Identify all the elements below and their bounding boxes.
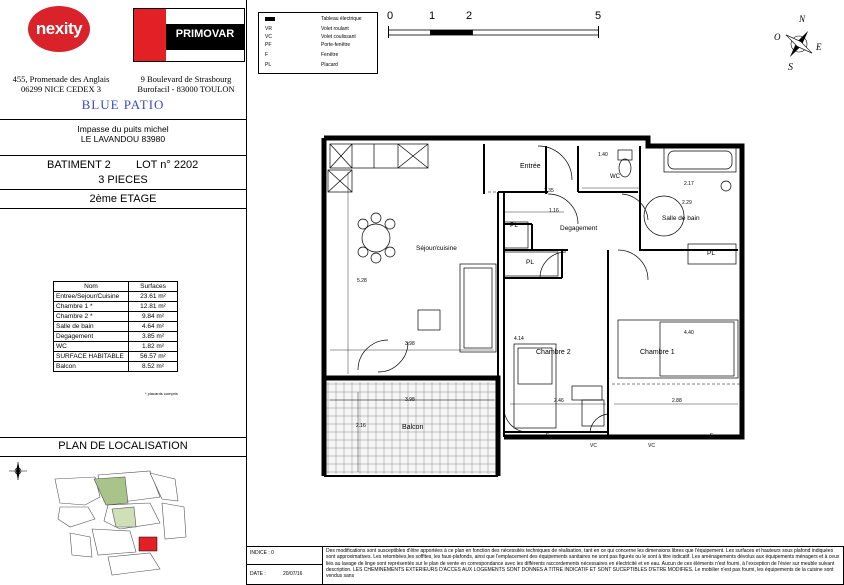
dim-1-16: 1.16 xyxy=(549,208,559,214)
mark-f-1: F xyxy=(546,433,550,439)
nexity-logo: nexity xyxy=(28,6,90,52)
compass-e: E xyxy=(816,42,822,52)
compass-n: N xyxy=(799,14,806,24)
legend: Tableau électrique VR Volet roulant VC Volet coulissant PF Porte-fenêtre F Fenêtre PL Placard xyxy=(258,12,378,74)
location-plan xyxy=(0,457,246,584)
placard-1: PL xyxy=(510,222,518,229)
mark-f-2: F xyxy=(710,433,714,439)
location-compass-icon xyxy=(9,462,27,480)
building: BATIMENT 2 xyxy=(47,159,111,171)
table-row: Salle de bain 4.64 m² xyxy=(54,322,178,332)
dim-5-28: 5.28 xyxy=(357,278,367,284)
room-degagement: Degagement xyxy=(560,225,598,232)
dim-2-17: 2.17 xyxy=(684,181,694,187)
disclaimer-notes: Des modifications sont susceptibles d'être apportées à ce plan en fonction des nécessités techniques de réalisation, tant en ce qui concerne les dimensions libres que l'équipement. Les surfaces et hauteurs sous plafond indiquées sont approximatives. Les retombées,les soffites, les faux-plafonds, ainsi que l'emplacement des équipements sanitaires ne sont pas figurés ou le sont à titre indicatif. Les aménagements dévolus aux équipements ménagers et à ceux liés au lavage de linge sont représentés sur le plan de vente en correspondance avec les différents raccordements nécessaires en électricité et en eau. Aucun de ces éléments n'est fourni, à l'exception de l'évier sur meuble suivant description. LES CHEMINEMENTS EXTERIEURS D'ACCES AUX LOGEMENTS SONT DONNES A TITRE INDICATIF ET SONT SUCEPTIBLES D'ETRE MODIFIES. Le mobilier n'est pas fourni, les équipements de la cuisine sont vendus sans xyxy=(326,548,840,580)
scale-0: 0 xyxy=(387,10,394,22)
dim-4-14: 4.14 xyxy=(514,336,524,342)
table-header-row xyxy=(54,282,178,292)
mark-pf: PF xyxy=(404,376,411,382)
table-row: SURFACE HABITABLE 56.57 m² xyxy=(54,352,178,362)
surface-table xyxy=(53,281,178,372)
mark-vc-2: VC xyxy=(648,443,655,449)
table-row: Entree/Sejour/Cuisine 23.61 m² xyxy=(54,292,178,302)
room-count: 3 PIECES xyxy=(98,174,148,186)
date-value: 20/07/16 xyxy=(283,571,303,577)
project-address: Impasse du puits michel LE LAVANDOU 83980 xyxy=(77,124,169,144)
room-chambre1: Chambre 1 xyxy=(640,349,675,356)
dim-2-16: 2.16 xyxy=(356,423,366,429)
dim-2-35: 2.35 xyxy=(544,188,554,194)
compass-s: S xyxy=(788,62,793,73)
room-entree: Entrée xyxy=(520,163,541,170)
room-sejour: Séjour/cuisine xyxy=(416,245,457,252)
electric-panel-icon xyxy=(265,17,275,21)
dim-2-29: 2.29 xyxy=(682,200,692,206)
nexity-address: 455, Promenade des Anglais 06299 NICE CEDEX 3 xyxy=(12,74,110,94)
date-label: DATE : xyxy=(250,571,266,577)
scale-2: 2 xyxy=(466,10,473,22)
room-chambre2: Chambre 2 xyxy=(536,349,571,356)
table-row: Balcon 8.52 m² xyxy=(54,362,178,372)
mark-vc-1: VC xyxy=(590,443,597,449)
location-title: PLAN DE LOCALISATION xyxy=(58,440,188,452)
col-name: Nom xyxy=(54,282,129,292)
index-label: INDICE : 0 xyxy=(250,550,274,556)
lot-number: LOT n° 2202 xyxy=(136,159,199,171)
floor: 2ème ETAGE xyxy=(89,193,157,205)
table-row: Chambre 2 * 9.84 m² xyxy=(54,312,178,322)
primovar-logo: PRIMOVAR xyxy=(133,8,245,62)
placard-2: PL xyxy=(526,259,534,266)
room-balcon: Balcon xyxy=(402,424,424,431)
col-surface: Surfaces xyxy=(129,282,178,292)
dim-3-98: 3.98 xyxy=(405,341,415,347)
room-wc: WC xyxy=(610,174,620,180)
table-row: WC 1.82 m² xyxy=(54,342,178,352)
room-sdb: Salle de bain xyxy=(662,215,700,222)
scale-1: 1 xyxy=(429,10,436,22)
dim-4-40: 4.40 xyxy=(684,330,694,336)
table-row: Degagement 3.85 m² xyxy=(54,332,178,342)
lot-location-marker xyxy=(139,537,157,551)
table-footnote: * placards compris xyxy=(145,391,178,396)
dim-3-98-b: 3.98 xyxy=(405,397,415,403)
dim-2-46: 2.46 xyxy=(554,398,564,404)
placard-3: PL xyxy=(707,250,715,257)
primovar-address: 9 Boulevard de Strasbourg Burofacil - 83000 TOULON xyxy=(137,74,235,94)
dim-2-88: 2.88 xyxy=(672,398,682,404)
project-name: BLUE PATIO xyxy=(81,97,165,112)
dim-1-40: 1.40 xyxy=(598,152,608,158)
scale-5: 5 xyxy=(595,10,602,22)
compass-o: O xyxy=(774,32,781,42)
table-row: Chambre 1 * 12.81 m² xyxy=(54,302,178,312)
scale-bar xyxy=(388,26,604,40)
title-block xyxy=(0,0,247,584)
